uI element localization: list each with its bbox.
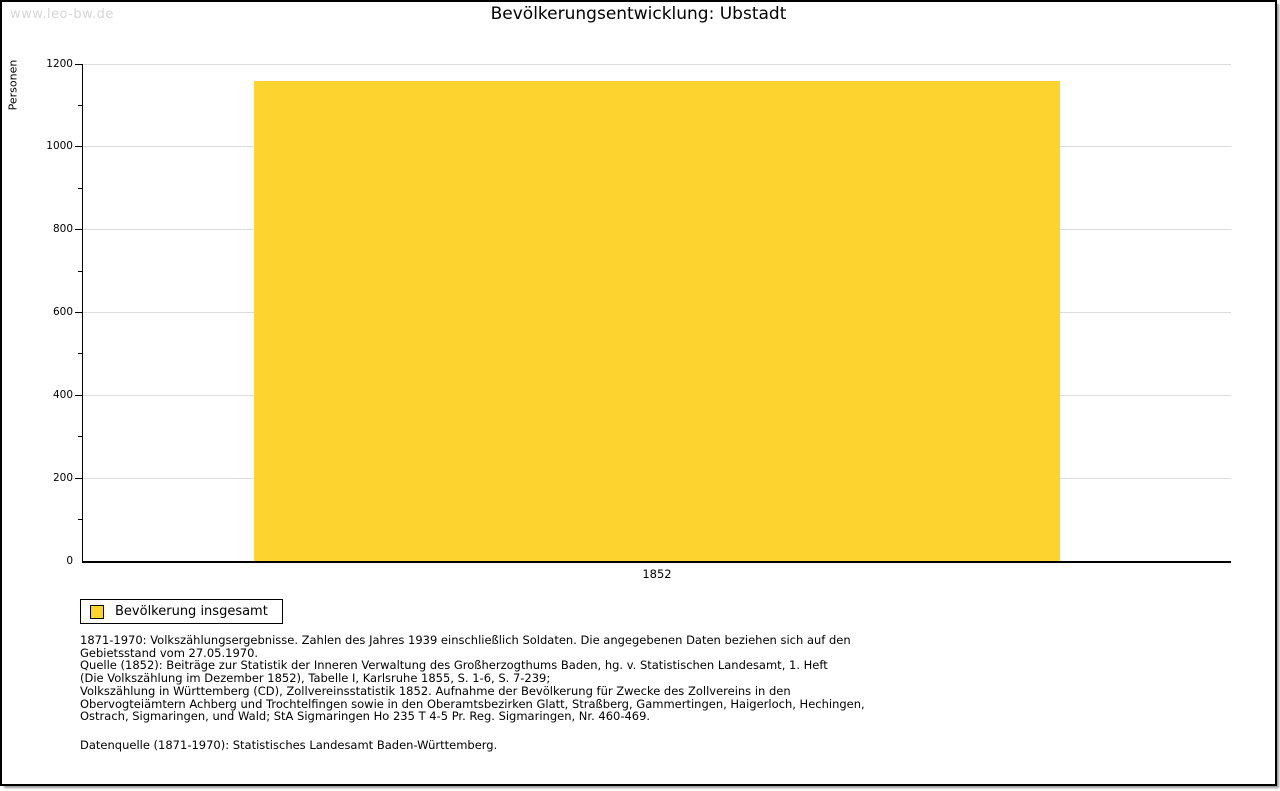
y-tick-label: 1200 <box>46 57 73 70</box>
y-tick-label: 200 <box>52 471 73 484</box>
gridline <box>83 64 1231 65</box>
y-minor-tick <box>78 436 83 437</box>
legend <box>80 599 283 624</box>
legend-swatch-icon <box>90 605 104 619</box>
y-major-tick <box>75 229 83 230</box>
y-major-tick <box>75 312 83 313</box>
footnote-line: Obervogteiämtern Achberg und Trochtelfingen sowie in den Oberamtsbezirken Glatt, Straßberg, Gammertingen, Haigerloch, Hechingen, <box>80 696 865 711</box>
y-major-tick <box>75 478 83 479</box>
plot-area <box>46 57 1231 581</box>
y-minor-tick <box>78 271 83 272</box>
y-major-tick <box>75 64 83 65</box>
y-tick-label: 600 <box>52 306 73 318</box>
y-minor-tick <box>78 105 83 106</box>
watermark: www.leo-bw.de <box>10 7 114 22</box>
y-axis-label: Personen <box>6 59 20 111</box>
y-minor-tick <box>78 188 83 189</box>
bar-1852 <box>254 81 1060 561</box>
x-tick-label: 1852 <box>642 567 672 581</box>
y-tick-label: 1000 <box>46 140 73 153</box>
y-minor-tick <box>78 353 83 354</box>
chart-title: Bevölkerungsentwicklung: Ubstadt <box>490 4 787 24</box>
y-tick-label: 400 <box>52 388 73 401</box>
y-major-tick <box>75 146 83 147</box>
y-minor-tick <box>78 519 83 520</box>
footnotes <box>80 634 1230 752</box>
footnote-line: Ostrach, Sigmaringen, und Wald; StA Sigmaringen Ho 235 T 4-5 Pr. Reg. Sigmaringen, Nr. 460-469. <box>80 709 651 724</box>
legend-label: Bevölkerung insgesamt <box>115 604 268 619</box>
footnote-line: Quelle (1852): Beiträge zur Statistik der Inneren Verwaltung des Großherzogthums Baden, hg. v. Statistischen Landesamt, 1. Heft <box>80 658 828 673</box>
datasource-line: Datenquelle (1871-1970): Statistisches Landesamt Baden-Württemberg. <box>80 737 498 752</box>
footnote-line: Gebietsstand vom 27.05.1970. <box>80 645 259 660</box>
y-major-tick <box>75 395 83 396</box>
footnote-line: Volkszählung in Württemberg (CD), Zollvereinsstatistik 1852. Aufnahme der Bevölkerung für Zwecke des Zollvereins in den <box>80 683 791 698</box>
footnote-line: 1871-1970: Volkszählungsergebnisse. Zahlen des Jahres 1939 einschließlich Soldaten. Die angegebenen Daten beziehen sich auf den <box>80 633 851 647</box>
footnote-lines <box>80 634 1230 723</box>
y-tick-label: 800 <box>52 223 73 236</box>
y-tick-label: 0 <box>66 554 73 567</box>
footnote-line: (Die Volkszählung im Dezember 1852), Tabelle I, Karlsruhe 1855, S. 1-6, S. 7-239; <box>80 671 551 686</box>
